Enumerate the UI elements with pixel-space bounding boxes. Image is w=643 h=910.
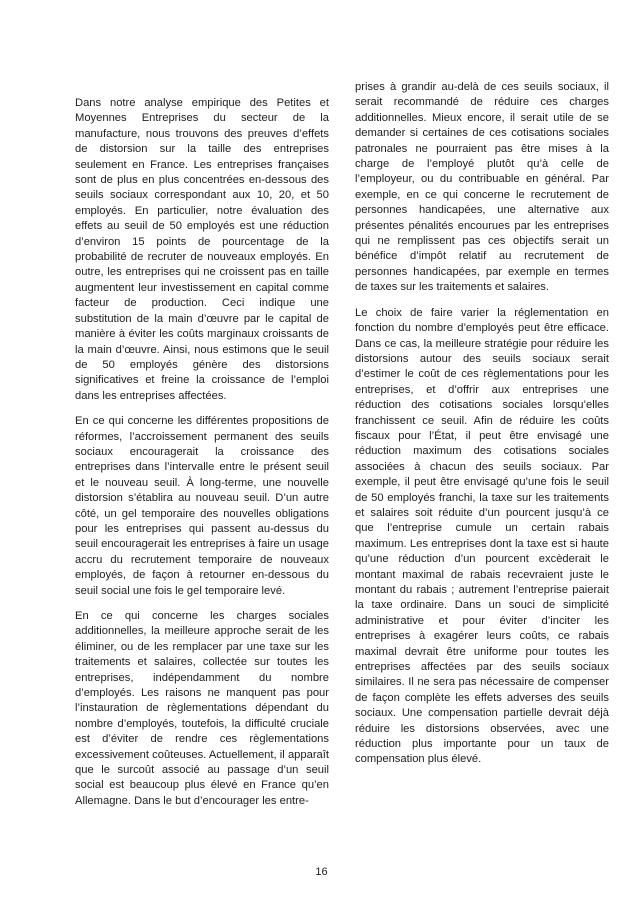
paragraph-empirical-analysis: Dans notre analyse empirique des Petites et Moyennes Entreprises du secteur de la manufacture, nous trouvons des preuves d’effets de distorsion sur la taille des entreprises seulement en France. Les entreprises françaises sont de plus en plus concentrées en-dessous des seuils sociaux correspondant aux 10, 20, et 50 employés. En particulier, notre évaluation des effets au seuil de 50 employés est une réduction d’environ 15 points de pourcentage de la probabilité de recruter de nouveaux employés. En outre, les entreprises qui ne croissent pas en taille augmentent leur investissement en capital comme facteur de production. Ceci indique une substitution de la main d’œuvre par le capital de manière à éviter les coûts marginaux croissants de la main d’œuvre. Ainsi, nous estimons que le seuil de 50 employés génère des distorsions significatives et freine la croissance de l’emploi dans les entreprises affectées.	[75, 97, 329, 402]
paragraph-reform-proposals: En ce qui concerne les différentes propositions de réformes, l’accroissement permanent des seuils sociaux encouragerait la croissance des entreprises dans l’intervalle entre le présent seuil et le nouveau seuil. À long-terme, une nouvelle distorsion s’établira au nouveau seuil. D’un autre côté, un gel temporaire des nouvelles obligations pour les entreprises qui passent au-dessus du seuil encouragerait les entreprises à faire un usage accru du recrutement temporaire de nouveaux employés, de façon à retourner en-dessous du seuil social une fois le gel temporaire levé.	[75, 415, 329, 597]
paragraph-social-charges-part-2: prises à grandir au-delà de ces seuils sociaux, il serait recommandé de réduire ces charges additionnelles. Mieux encore, il serait utile de se demander si certaines de ces cotisations sociales patronales ne pourraient pas être mises à la charge de l’employé plutôt qu’à celle de l’employeur, ou du contribuable en général. Par exemple, en ce qui concerne le recrutement de personnes handicapées, une alternative aux présentes pénalités encourues par les entreprises qui ne remplissent pas ces objectifs serait un bénéfice d’impôt relatif au recrutement de personnes handicapées, par exemple en termes de taxes sur les traitements et salaires.	[355, 81, 609, 294]
right-text-column	[355, 80, 609, 778]
paragraph-social-charges-part-1: En ce qui concerne les charges sociales additionnelles, la meilleure approche serait de les éliminer, ou de les remplacer par une taxe sur les traitements et salaires, collectée sur toutes les entreprises, indépendamment du nombre d’employés. Les raisons ne manquent pas pour l’instauration de règlementations dépendant du nombre d’employés, toutefois, la difficulté cruciale est d’éviter de rendre ces règlementations excessivement coûteuses. Actuellement, il apparaît que le surcoût associé au passage d’un seuil social est beaucoup plus élevé en France qu’en Allemagne. Dans le but d’encourager les entre-	[75, 610, 329, 807]
left-text-column	[75, 96, 329, 819]
paragraph-variable-regulation: Le choix de faire varier la réglementation en fonction du nombre d’employés peut être efficace. Dans ce cas, la meilleure stratégie pour réduire les distorsions autour des seuils sociaux serait d’estimer le coût de ces règlementations pour les entreprises, et d’offrir aux entreprises une réduction des cotisations sociales lorsqu’elles franchissent ce seuil. Afin de réduire les coûts fiscaux pour l’État, il peut être envisagé une réduction maximum des cotisations sociales associées à chacun des seuils sociaux. Par exemple, il peut être envisagé qu’une fois le seuil de 50 employés franchi, la taxe sur les traitements et salaires soit réduite d’un pourcent jusqu’à ce que l’entreprise cumule un certain rabais maximum. Les entreprises dont la taxe est si haute qu’une réduction d’un pourcent excèderait le montant maximal de rabais recevraient juste le montant du rabais ; autrement l’entreprise paierait la taxe ordinaire. Dans un souci de simplicité administrative et pour éviter d’inciter les entreprises à exagérer leurs coûts, ce rabais maximal devrait être uniforme pour toutes les entreprises affectées par des seuils sociaux similaires. Il ne sera pas nécessaire de compenser de façon complète les effets adverses des seuils sociaux. Une compensation partielle devrait déjà réduire les distorsions observées, avec une réduction plus importante pour un taux de compensation plus élevé.	[355, 306, 609, 766]
page-number: 16	[315, 866, 328, 878]
